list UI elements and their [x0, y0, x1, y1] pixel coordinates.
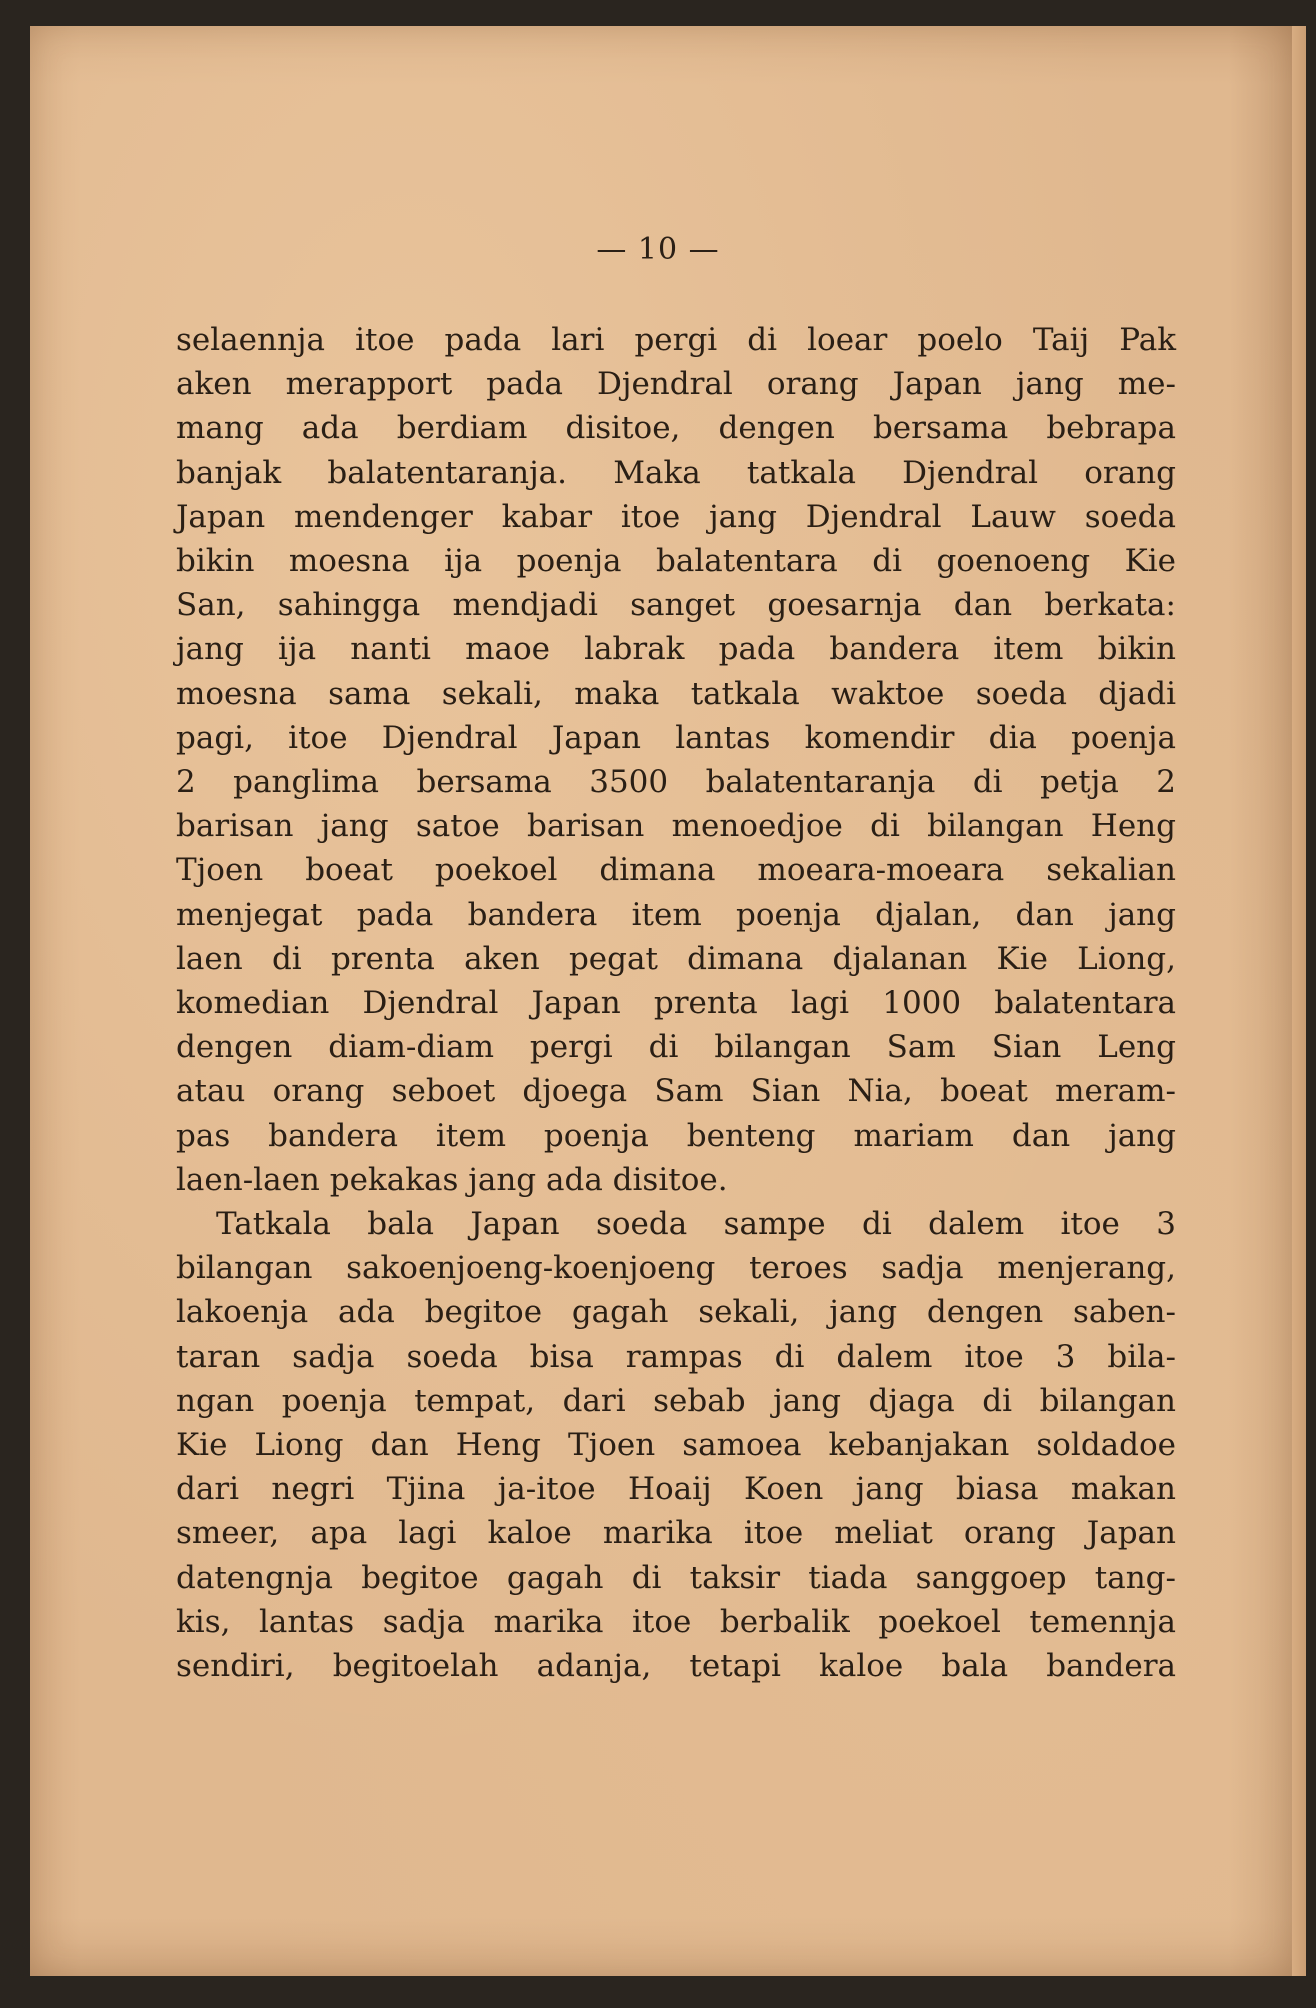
text-line: menjegat pada bandera item poenja djalan, dan jang [176, 896, 1176, 933]
paragraph-1 [176, 318, 1176, 1202]
text-line: taran sadja soeda bisa rampas di dalem itoe 3 bila- [176, 1338, 1176, 1375]
text-line: Kie Liong dan Heng Tjoen samoea kebanjakan soldadoe [176, 1427, 1176, 1464]
text-line: bikin moesna ija poenja balatentara di goenoeng Kie [176, 543, 1176, 580]
page-edge [1292, 26, 1306, 1976]
text-line: barisan jang satoe barisan menoedjoe di bilangan Heng [176, 808, 1176, 845]
text-line: 2 panglima bersama 3500 balatentaranja di petja 2 [176, 764, 1176, 801]
text-line: San, sahingga mendjadi sanget goesarnja dan berkata: [176, 587, 1176, 624]
text-line: dengen diam-diam pergi di bilangan Sam Sian Leng [176, 1029, 1176, 1066]
text-line: laen di prenta aken pegat dimana djalanan Kie Liong, [176, 940, 1176, 977]
text-line: Tatkala bala Japan soeda sampe di dalem itoe 3 [216, 1206, 1176, 1243]
text-line: pagi, itoe Djendral Japan lantas komendir dia poenja [176, 719, 1176, 756]
text-line: datengnja begitoe gagah di taksir tiada sanggoep tang- [176, 1559, 1176, 1596]
text-line: atau orang seboet djoega Sam Sian Nia, boeat meram- [176, 1073, 1176, 1110]
text-line: mang ada berdiam disitoe, dengen bersama bebrapa [176, 410, 1176, 447]
text-line: laen-laen pekakas jang ada disitoe. [176, 1161, 728, 1198]
paragraph-2 [176, 1202, 1176, 1688]
text-line: kis, lantas sadja marika itoe berbalik poekoel temennja [176, 1603, 1176, 1640]
text-line: sendiri, begitoelah adanja, tetapi kaloe bala bandera [176, 1648, 1176, 1685]
text-line: pas bandera item poenja benteng mariam dan jang [176, 1117, 1176, 1154]
page-number: — 10 — [596, 232, 720, 267]
text-line: aken merapport pada Djendral orang Japan jang me- [176, 366, 1176, 403]
text-line: komedian Djendral Japan prenta lagi 1000 balatentara [176, 985, 1176, 1022]
text-line: selaennja itoe pada lari pergi di loear poelo Taij Pak [176, 322, 1176, 358]
text-line: Japan mendenger kabar itoe jang Djendral Lauw soeda [176, 498, 1176, 535]
text-line: bilangan sakoenjoeng-koenjoeng teroes sadja menjerang, [176, 1250, 1176, 1287]
text-line: Tjoen boeat poekoel dimana moeara-moeara sekalian [176, 852, 1176, 889]
text-line: dari negri Tjina ja-itoe Hoaij Koen jang biasa makan [176, 1471, 1176, 1508]
text-line: jang ija nanti maoe labrak pada bandera item bikin [176, 631, 1176, 668]
body-text [176, 318, 1176, 1688]
text-line: banjak balatentaranja. Maka tatkala Djendral orang [176, 454, 1176, 491]
text-line: moesna sama sekali, maka tatkala waktoe soeda djadi [176, 675, 1176, 712]
text-line: lakoenja ada begitoe gagah sekali, jang dengen saben- [176, 1294, 1176, 1331]
text-line: smeer, apa lagi kaloe marika itoe meliat orang Japan [176, 1515, 1176, 1552]
text-line: ngan poenja tempat, dari sebab jang djaga di bilangan [176, 1382, 1176, 1419]
